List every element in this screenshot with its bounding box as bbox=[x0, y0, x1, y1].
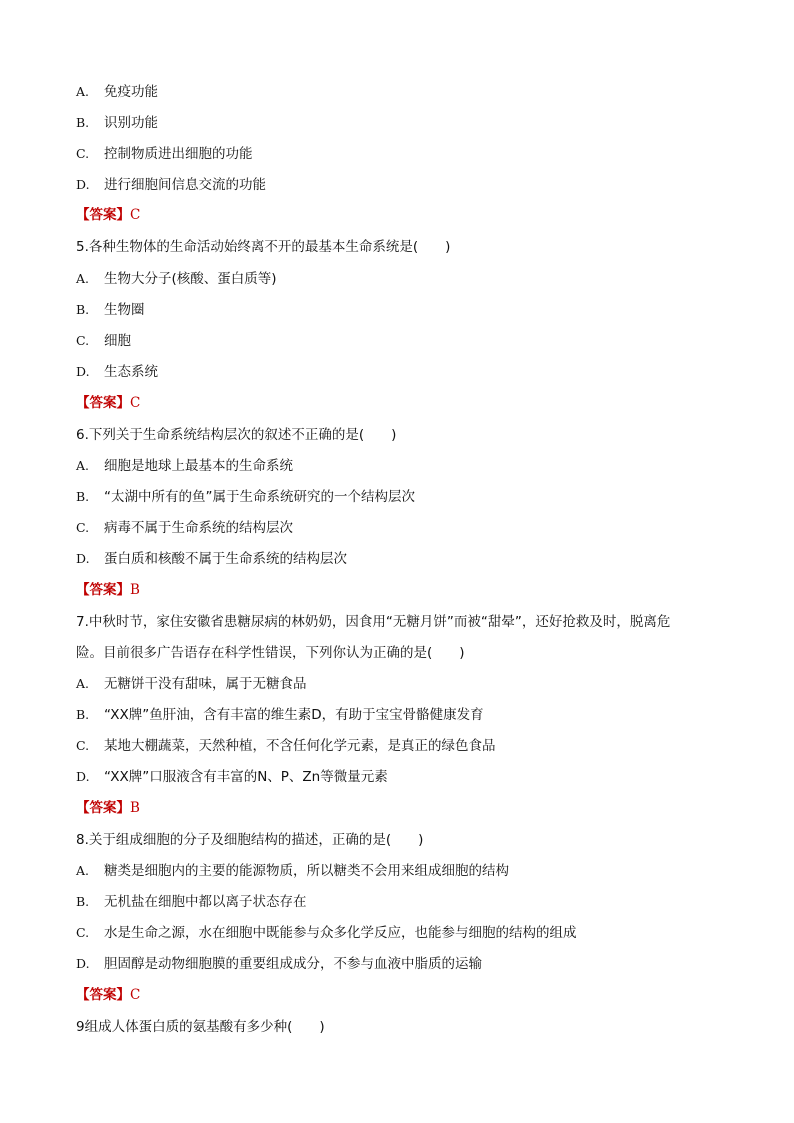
option-letter: D. bbox=[76, 364, 90, 379]
answer-label: 【答案】 bbox=[76, 800, 130, 816]
option-text: 细胞 bbox=[104, 333, 131, 349]
option-text: 糖类是细胞内的主要的能源物质，所以糖类不会用来组成细胞的结构 bbox=[104, 863, 509, 879]
option-letter: D. bbox=[76, 177, 90, 192]
answer-value: C bbox=[130, 207, 141, 223]
answer-line bbox=[76, 581, 140, 599]
option-text: 水是生命之源，水在细胞中既能参与众多化学反应，也能参与细胞的结构的组成 bbox=[104, 925, 577, 941]
option-letter: C. bbox=[76, 738, 90, 753]
question-line: 7.中秋时节，家住安徽省患糖尿病的林奶奶，因食用“无糖月饼”而被“甜晕”，还好抢救及时，脱离危 bbox=[76, 614, 671, 630]
answer-label: 【答案】 bbox=[76, 987, 130, 1003]
option-letter: B. bbox=[76, 489, 90, 504]
option-letter: A. bbox=[76, 271, 90, 286]
option-letter: B. bbox=[76, 707, 90, 722]
option-letter: C. bbox=[76, 520, 90, 535]
answer-line bbox=[76, 206, 140, 224]
option-letter: D. bbox=[76, 956, 90, 971]
option-text: 胆固醇是动物细胞膜的重要组成成分，不参与血液中脂质的运输 bbox=[104, 956, 482, 972]
option-text: 免疫功能 bbox=[104, 84, 158, 100]
answer-value: B bbox=[130, 800, 140, 816]
answer-label: 【答案】 bbox=[76, 395, 130, 411]
option-letter: C. bbox=[76, 333, 90, 348]
answer-label: 【答案】 bbox=[76, 207, 130, 223]
answer-value: B bbox=[130, 582, 140, 598]
option-letter: A. bbox=[76, 676, 90, 691]
option-text: 无糖饼干没有甜味，属于无糖食品 bbox=[104, 676, 307, 692]
question-line: 9组成人体蛋白质的氨基酸有多少种( ) bbox=[76, 1019, 325, 1035]
option-letter: A. bbox=[76, 84, 90, 99]
option-text: 生物圈 bbox=[104, 302, 145, 318]
option-letter: D. bbox=[76, 551, 90, 566]
option-text: “太湖中所有的鱼”属于生命系统研究的一个结构层次 bbox=[104, 489, 415, 505]
option-letter: B. bbox=[76, 115, 90, 130]
option-letter: B. bbox=[76, 894, 90, 909]
answer-line bbox=[76, 799, 140, 817]
question-line: 8.关于组成细胞的分子及细胞结构的描述，正确的是( ) bbox=[76, 832, 424, 848]
option-letter: A. bbox=[76, 863, 90, 878]
option-text: 病毒不属于生命系统的结构层次 bbox=[104, 520, 293, 536]
option-letter: C. bbox=[76, 925, 90, 940]
option-letter: C. bbox=[76, 146, 90, 161]
option-text: 蛋白质和核酸不属于生命系统的结构层次 bbox=[104, 551, 347, 567]
answer-value: C bbox=[130, 395, 141, 411]
question-line: 6.下列关于生命系统结构层次的叙述不正确的是( ) bbox=[76, 427, 397, 443]
option-text: 控制物质进出细胞的功能 bbox=[104, 146, 253, 162]
option-letter: B. bbox=[76, 302, 90, 317]
option-text: 进行细胞间信息交流的功能 bbox=[104, 177, 266, 193]
answer-value: C bbox=[130, 987, 141, 1003]
option-text: 生态系统 bbox=[104, 364, 158, 380]
option-text: “XX牌”口服液含有丰富的N、P、Zn等微量元素 bbox=[104, 769, 388, 785]
option-text: 识别功能 bbox=[104, 115, 158, 131]
option-text: 某地大棚蔬菜，天然种植，不含任何化学元素，是真正的绿色食品 bbox=[104, 738, 496, 754]
answer-line bbox=[76, 986, 140, 1004]
answer-label: 【答案】 bbox=[76, 582, 130, 598]
option-text: 生物大分子(核酸、蛋白质等) bbox=[104, 271, 277, 287]
question-line: 5.各种生物体的生命活动始终离不开的最基本生命系统是( ) bbox=[76, 239, 451, 255]
option-text: “XX牌”鱼肝油，含有丰富的维生素D，有助于宝宝骨骼健康发育 bbox=[104, 707, 484, 723]
option-text: 细胞是地球上最基本的生命系统 bbox=[104, 458, 293, 474]
answer-line bbox=[76, 394, 140, 412]
option-letter: D. bbox=[76, 769, 90, 784]
question-line: 险。目前很多广告语存在科学性错误，下列你认为正确的是( ) bbox=[76, 645, 465, 661]
option-text: 无机盐在细胞中都以离子状态存在 bbox=[104, 894, 307, 910]
option-letter: A. bbox=[76, 458, 90, 473]
